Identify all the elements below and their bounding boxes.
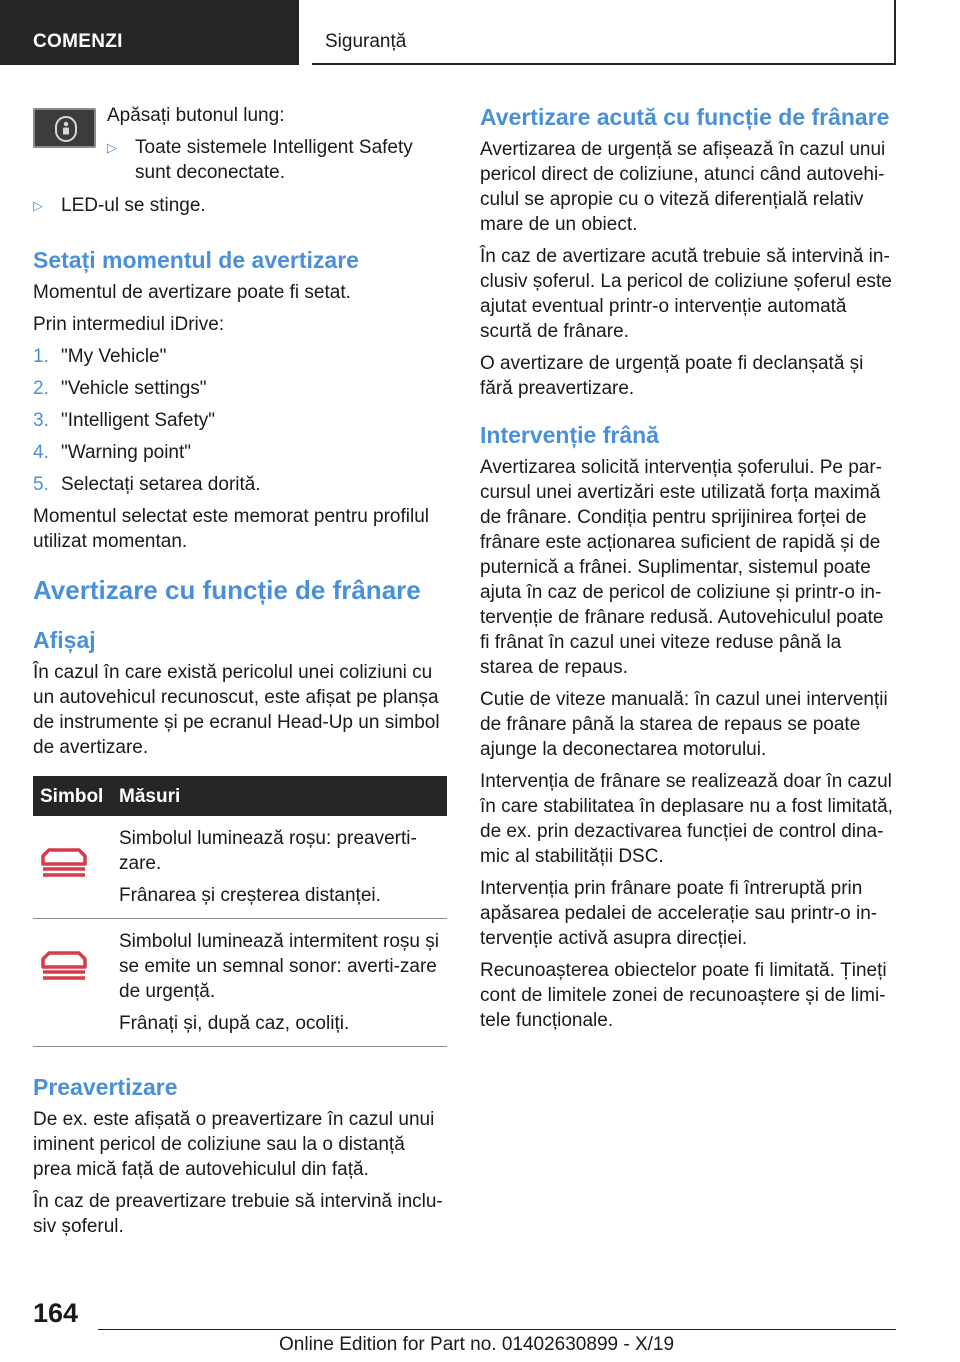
triangle-marker-icon: ▷ [33, 198, 43, 213]
measure-cell [119, 816, 447, 919]
car-warning-icon [39, 838, 89, 878]
measure-cell [119, 919, 447, 1047]
paragraph: Intervenția prin frânare poate fi întreruptă prin apăsarea pedalei de accelerație sau printr-o in-tervenție activă asupra direcției. [480, 878, 878, 949]
heading-avertizare: Avertizare cu funcție de frânare [33, 575, 421, 605]
result-text: LED-ul se stinge. [61, 195, 206, 216]
paragraph: Avertizarea de urgență se afișează în cazul unui pericol direct de coliziune, atunci când autovehi-culul se apropie cu o viteză diferențială relativ mare de un obiect. [480, 139, 886, 235]
car-warning-icon [39, 941, 89, 981]
step-text: "Vehicle settings" [61, 378, 207, 399]
header-section-label: COMENZI [33, 31, 123, 52]
paragraph: În cazul în care există pericolul unei coliziuni cu un autovehicul recunoscut, este afișat pe planșa de instrumente și pe ecranul Head-Up un simbol de avertizare. [33, 662, 440, 758]
header-chapter-tab [312, 0, 896, 65]
paragraph: Prin intermediul iDrive: [33, 314, 225, 335]
paragraph: Avertizarea solicită intervenția șoferului. Pe par-cursul unei avertizări este utilizată forța maximă de frânare. Condiția pentru sprijinirea forței de frânare este acționarea suficient de rapidă și de puternică a frânei. Suplimentar, sistemul poate ajuta în caz de pericol de coliziune și printr-o in-tervenție de frânare redusă. Autovehiculul poate fi frânat în cazul unei viteze reduse până la starea de repaus. [480, 457, 884, 678]
measure-text: Simbolul luminează intermitent roșu și se emite un semnal sonor: averti-zare de urgență. [119, 931, 439, 1002]
paragraph: O avertizare de urgență poate fi declanșată și fără preavertizare. [480, 353, 864, 399]
footer-divider [98, 1329, 896, 1330]
step-number: 3. [33, 410, 49, 431]
symbol-cell [33, 919, 119, 1047]
step-item [33, 376, 447, 401]
triangle-marker-icon: ▷ [107, 140, 117, 155]
paragraph: Momentul selectat este memorat pentru profilul utilizat momentan. [33, 506, 430, 552]
table-row [33, 816, 447, 919]
step-item [33, 408, 447, 433]
step-text: Selectați setarea dorită. [61, 474, 261, 495]
paragraph: În caz de avertizare acută trebuie să intervină in-clusiv șoferul. La pericol de coliziune șoferul este ajutat eventual printr-o intervenție automată scurtă de frânare. [480, 246, 892, 342]
paragraph: Momentul de avertizare poate fi setat. [33, 282, 351, 303]
heading-afisaj: Afișaj [33, 627, 96, 653]
result-text: Toate sistemele Intelligent Safety sunt deconectate. [135, 137, 413, 183]
step-text: "Warning point" [61, 442, 192, 463]
measure-text: Frânați și, după caz, ocoliți. [119, 1013, 350, 1034]
left-column [33, 103, 447, 1246]
measure-text: Simbolul luminează roșu: preaverti-zare. [119, 828, 417, 874]
safety-button-icon [33, 108, 96, 148]
paragraph: Cutie de viteze manuală: în cazul unei intervenții de frânare până la starea de repaus se poate ajunge la deconectarea motorului. [480, 689, 888, 760]
header-section-tab [0, 0, 299, 65]
step-item [33, 472, 447, 497]
step-number: 2. [33, 378, 49, 399]
table-header-masuri: Măsuri [119, 776, 447, 816]
symbol-cell [33, 816, 119, 919]
step-number: 1. [33, 346, 49, 367]
step-item [33, 440, 447, 465]
header-chapter-label: Siguranță [325, 31, 407, 52]
step-number: 4. [33, 442, 49, 463]
paragraph: În caz de preavertizare trebuie să intervină inclu-siv șoferul. [33, 1191, 443, 1237]
page-number: 164 [33, 1298, 79, 1328]
result-item [107, 135, 447, 185]
step-text: "Intelligent Safety" [61, 410, 215, 431]
right-column [480, 103, 898, 1040]
table-header-row [33, 776, 447, 816]
press-button-instruction [33, 103, 447, 185]
heading-preavertizare: Preavertizare [33, 1074, 178, 1100]
footer-edition: Online Edition for Part no. 01402630899 - X/19 [279, 1334, 675, 1355]
paragraph: Intervenția de frânare se realizează doar în cazul în care stabilitatea în deplasare nu a fost limitată, de ex. prin dezactivarea funcției de control dina-mic al stabilității DSC. [480, 771, 893, 867]
step-text: "My Vehicle" [61, 346, 167, 367]
result-item [33, 193, 447, 218]
paragraph: Recunoașterea obiectelor poate fi limitată. Țineți cont de limitele zonei de recunoaștere și de limi-tele funcționale. [480, 960, 887, 1031]
paragraph: De ex. este afișată o preavertizare în cazul unui iminent pericol de coliziune sau la o distanță prea mică față de autovehiculul din față. [33, 1109, 435, 1180]
step-item [33, 344, 447, 369]
heading-setati: Setați momentul de avertizare [33, 247, 359, 273]
symbol-table [33, 776, 447, 1047]
measure-text: Frânarea și creșterea distanței. [119, 885, 381, 906]
table-row [33, 919, 447, 1047]
heading-acuta: Avertizare acută cu funcție de frânare [480, 104, 890, 130]
step-number: 5. [33, 474, 49, 495]
press-text: Apăsați butonul lung: [107, 105, 285, 126]
idrive-steps [33, 344, 447, 497]
heading-interventie: Intervenție frână [480, 422, 659, 448]
table-header-simbol: Simbol [33, 776, 119, 816]
